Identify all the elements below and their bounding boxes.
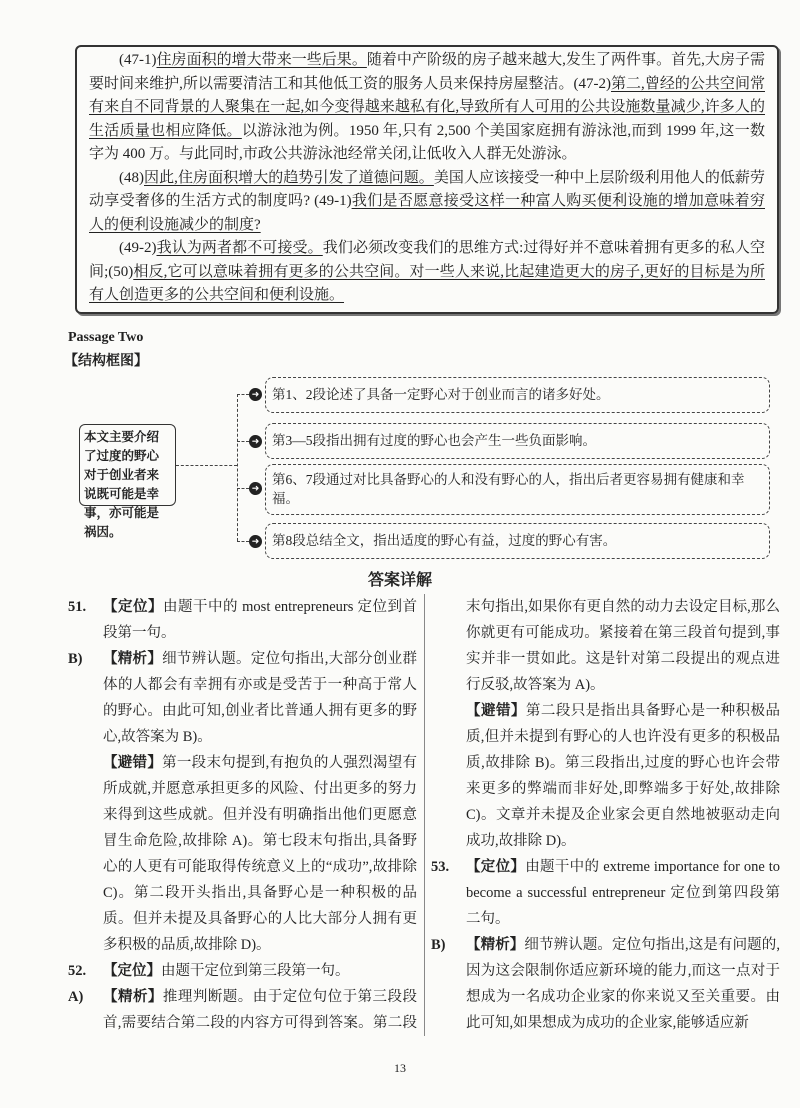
arrow-icon: ➜ [249, 482, 262, 495]
connector [237, 394, 238, 541]
tag: 【精析】 [103, 988, 163, 1005]
text: 由题干定位到第三段第一句。 [161, 962, 350, 979]
passage-title: Passage Two [68, 329, 144, 345]
tag: 【避错】 [103, 754, 163, 771]
marker: (48) [119, 169, 144, 186]
answer-letter: A) [68, 988, 84, 1005]
passage-translation-box [75, 45, 779, 314]
diagram-item: 第8段总结全文，指出适度的野心有益，过度的野心有害。 [265, 523, 770, 559]
underlined-text: 我认为两者都不可接受。 [156, 240, 323, 256]
answer-letter: B) [431, 936, 446, 953]
q51-avoid [68, 750, 417, 958]
text: 以游泳池为例。1950 年,只有 2,500 个美国家庭拥有游泳池,而到 1999 年,这一数字为 400 万。与此同时,市政公共游泳池经常关闭,让低收入人群无处游泳。 [89, 122, 765, 162]
q53-analysis [431, 932, 780, 1036]
text: 美国人应该接受一种中上层阶级利用他人的低薪劳动享受奢侈的生活方式的制度吗? (49-1) [89, 169, 765, 209]
marker: (49-2) [119, 240, 157, 256]
q53-locate [431, 854, 780, 932]
tag: 【精析】 [103, 650, 163, 667]
answers-columns [68, 594, 780, 1036]
tag: 【定位】 [103, 962, 161, 979]
connector [237, 541, 249, 542]
underlined-text: 第二,曾经的公共空间常有来自不同背景的人聚集在一起,如今变得越来越私有化,导致所有人可用的公共设施数量减少,许多人的生活质量也相应降低。 [89, 75, 765, 139]
text: 推理判断题。由于定位句位于第三段段首,需要结合第二段的内容方可得到答案。第二段末句指出,如果你有更自然的动力去设定目标,那么你就更有可能成功。紧接着在第三段首句提到,事实并非一贯如此。这是针对第二段提出的观点进行反驳,故答案为 A)。 [103, 598, 780, 1031]
tag: 【精析】 [466, 936, 525, 953]
text: 细节辨认题。定位句指出,这是有问题的,因为这会限制你适应新环境的能力,而这一点对于想成为一名成功企业家的你来说又至关重要。由此可知,如果想成为成功的企业家,能够适应新 [466, 936, 781, 1031]
question-number: 53. [431, 858, 450, 875]
text: 我们必须改变我们的思维方式:过得好并不意味着拥有更多的私人空间;(50) [89, 240, 765, 280]
connector [237, 488, 249, 489]
tag: 【定位】 [103, 598, 164, 615]
diagram-item: 第3—5段指出拥有过度的野心也会产生一些负面影响。 [265, 423, 770, 459]
structure-title: 【结构框图】 [64, 353, 148, 369]
diagram-item: 第6、7段通过对比具备野心的人和没有野心的人，指出后者更容易拥有健康和幸福。 [265, 464, 770, 515]
connector [237, 441, 249, 442]
text: 随着中产阶级的房子越来越大,发生了两件事。首先,大房子需要时间来维护,所以需要清洁工和其他低工资的服务人员来保持房屋整洁。(47-2) [89, 52, 765, 92]
answer-letter: B) [68, 650, 83, 667]
paragraph-47 [89, 49, 765, 167]
underlined-text: 相反,它可以意味着拥有更多的公共空间。对一些人来说,比起建造更大的房子,更好的目标是为所有人创造更多的公共空间和便利设施。 [89, 263, 765, 303]
diagram-item: 第1、2段论述了具备一定野心对于创业而言的诸多好处。 [265, 377, 770, 413]
question-number: 51. [68, 598, 87, 615]
structure-diagram [0, 374, 800, 570]
question-number: 52. [68, 962, 87, 979]
tag: 【避错】 [466, 702, 526, 719]
paragraph-49 [89, 237, 765, 308]
text: 由题干中的 extreme importance for one to become a successful entrepreneur 定位到第四段第二句。 [466, 858, 781, 927]
underlined-text: 住房面积的增大带来一些后果。 [156, 52, 367, 68]
arrow-icon: ➜ [249, 435, 262, 448]
q52-locate [68, 958, 417, 984]
underlined-text: 因此,住房面积增大的趋势引发了道德问题。 [144, 169, 434, 186]
answers-title: 答案详解 [367, 571, 432, 589]
connector [176, 465, 237, 466]
arrow-icon: ➜ [249, 535, 262, 548]
diagram-main-box: 本文主要介绍了过度的野心对于创业者来说既可能是幸事，亦可能是祸因。 [79, 424, 176, 506]
marker: (47-1) [119, 52, 157, 68]
text: 细节辨认题。定位句指出,大部分创业群体的人都会有幸拥有亦或是受苦于一种高于常人的野心。由此可知,创业者比普通人拥有更多的野心,故答案为 B)。 [103, 650, 418, 745]
q52-avoid [431, 698, 780, 854]
q51-analysis [68, 646, 417, 750]
connector [237, 394, 249, 395]
paragraph-48 [89, 167, 765, 238]
text: 第二段只是指出具备野心是一种积极品质,但并未提到有野心的人也许没有更多的积极品质,故排除 B)。第三段指出,过度的野心也许会带来更多的弊端而非好处,即弊端多于好处,故排除 C)。文章并未提及企业家会更自然地被驱动走向成功,故排除 D)。 [466, 702, 781, 849]
underlined-text: 我们是否愿意接受这样一种富人购买便利设施的增加意味着穷人的便利设施减少的制度? [89, 193, 765, 233]
arrow-icon: ➜ [249, 388, 262, 401]
text: 第一段末句提到,有抱负的人强烈渴望有所成就,并愿意承担更多的风险、付出更多的努力来得到这些成就。但并没有明确指出他们更愿意冒生命危险,故排除 A)。第七段末句指出,具备野心的人更有可能取得传统意义上的“成功”,故排除 C)。第二段开头指出,具备野心是一种积极的品质。但并未提及具备野心的人比大部分人拥有更多积极的品质,故排除 D)。 [103, 754, 418, 953]
q51-locate [68, 594, 417, 646]
text: 由题干中的 most entrepreneurs 定位到首段第一句。 [103, 598, 418, 641]
page-number: 13 [394, 1060, 406, 1075]
tag: 【定位】 [466, 858, 526, 875]
